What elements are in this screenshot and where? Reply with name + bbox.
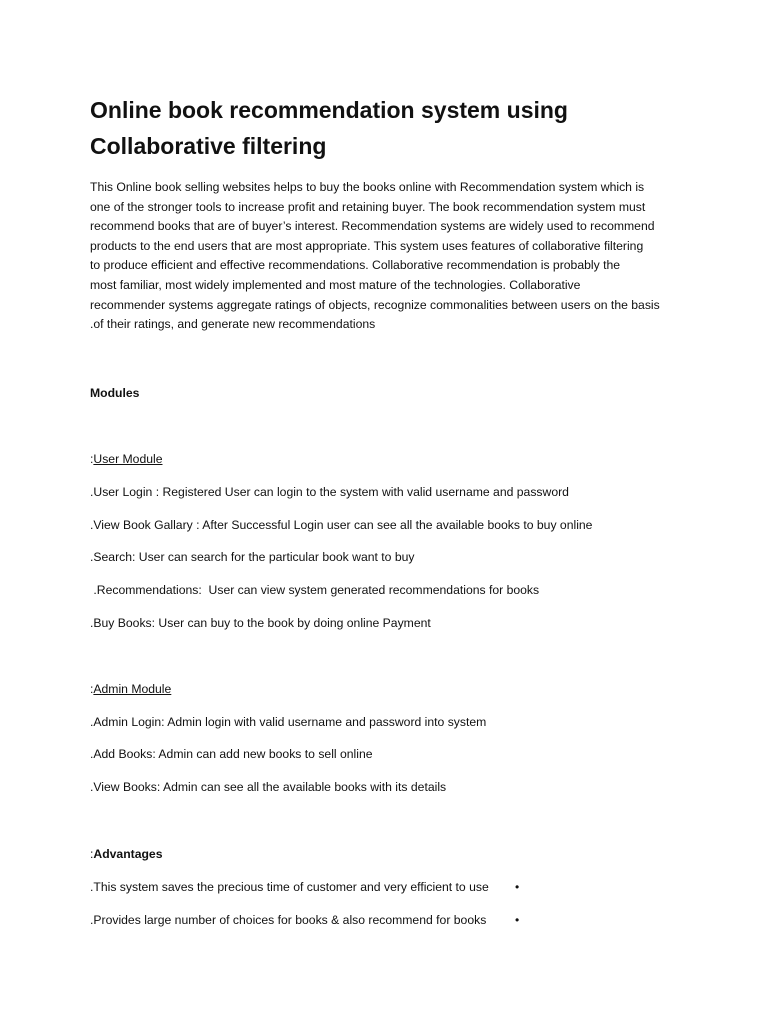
list-item: .View Book Gallary : After Successful Login user can see all the available books to buy online bbox=[90, 518, 593, 532]
title-line: Online book recommendation system using bbox=[90, 97, 568, 123]
list-item: .Admin Login: Admin login with valid username and password into system bbox=[90, 715, 487, 729]
list-item: .Search: User can search for the particular book want to buy bbox=[90, 550, 415, 564]
bullet-icon: • bbox=[515, 880, 520, 894]
list-item: .User Login : Registered User can login to the system with valid username and password bbox=[90, 485, 569, 499]
admin-module-title: Admin Module bbox=[93, 682, 172, 696]
intro-line: recommend books that are of buyer’s interest. Recommendation systems are widely used to recommend bbox=[90, 219, 655, 234]
title-line: Collaborative filtering bbox=[90, 133, 327, 159]
user-module-heading bbox=[90, 450, 162, 468]
list-item: .Buy Books: User can buy to the book by doing online Payment bbox=[90, 616, 431, 630]
intro-line: products to the end users that are most appropriate. This system uses features of collaborative filtering bbox=[90, 238, 644, 253]
heading-prefix: : bbox=[90, 682, 94, 696]
modules-heading: Modules bbox=[90, 386, 140, 400]
intro-line: This Online book selling websites helps to buy the books online with Recommendation system which is bbox=[90, 180, 645, 194]
bullet-icon: • bbox=[515, 913, 520, 927]
list-item: .View Books: Admin can see all the available books with its details bbox=[90, 780, 447, 794]
intro-paragraph bbox=[90, 178, 690, 335]
page-title bbox=[90, 92, 690, 164]
intro-line: .of their ratings, and generate new recommendations bbox=[90, 317, 376, 332]
intro-line: most familiar, most widely implemented and most mature of the technologies. Collaborative bbox=[90, 277, 581, 292]
intro-line: recommender systems aggregate ratings of objects, recognize commonalities between users on the basis bbox=[90, 297, 660, 312]
list-item: .Add Books: Admin can add new books to sell online bbox=[90, 747, 373, 761]
list-item: .This system saves the precious time of customer and very efficient to use bbox=[90, 880, 489, 894]
heading-prefix: : bbox=[90, 452, 94, 466]
intro-line: one of the stronger tools to increase profit and retaining buyer. The book recommendation system must bbox=[90, 199, 646, 214]
admin-module-heading bbox=[90, 680, 171, 698]
intro-line: to produce efficient and effective recommendations. Collaborative recommendation is probably the bbox=[90, 258, 621, 273]
advantages-title: Advantages bbox=[93, 847, 163, 861]
user-module-title: User Module bbox=[93, 452, 163, 466]
advantages-heading bbox=[90, 845, 162, 863]
list-item: .Recommendations: User can view system generated recommendations for books bbox=[90, 583, 540, 597]
list-item: .Provides large number of choices for books & also recommend for books bbox=[90, 913, 487, 927]
heading-prefix: : bbox=[90, 847, 94, 861]
